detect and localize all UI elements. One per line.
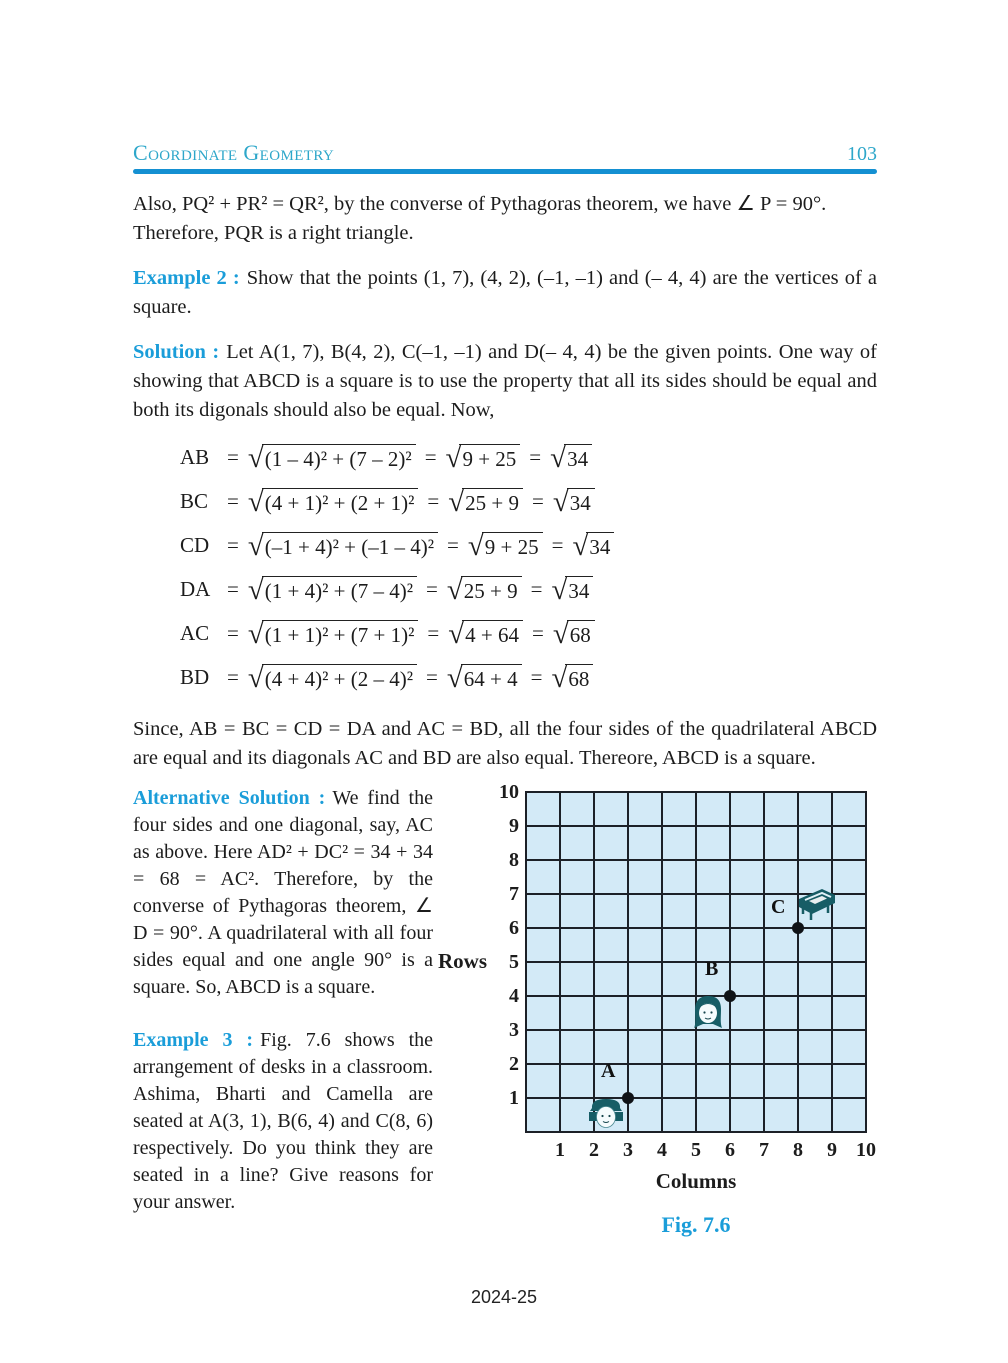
point-b-label: B — [705, 958, 719, 980]
radical — [248, 531, 438, 560]
radical-expression: (1 + 1)² + (7 + 1)² — [262, 620, 419, 647]
radical — [551, 575, 593, 604]
column-label: 6 — [725, 1139, 735, 1161]
radical-sum: 25 + 9 — [461, 576, 522, 603]
radical — [248, 619, 419, 648]
column-label: 9 — [827, 1139, 837, 1161]
equals-sign: = — [227, 444, 239, 469]
equation-row-bc — [180, 479, 877, 523]
alternative-solution-text: We find the four sides and one diagonal, say, AC as above. Here AD² + DC² = 34 + 34 = 68 = AC². Therefore, by the converse of Pythagoras theorem, ∠ D = 90°. A quadrilateral with all four sides equal and one angle 90° is a square. So, ABCD is a square. — [133, 787, 433, 998]
equation-label: BD — [180, 664, 210, 689]
solution-paragraph — [133, 338, 877, 425]
radical-expression: (1 – 4)² + (7 – 2)² — [262, 444, 416, 471]
alternative-solution-label: Alternative Solution : — [133, 787, 326, 809]
radical-sign: √ — [552, 485, 569, 518]
student-c-desk-image — [797, 887, 837, 928]
equals-sign: = — [531, 488, 544, 513]
column-axis-ticks — [525, 1139, 876, 1163]
equation-row-bd — [180, 655, 877, 699]
column-label: 4 — [657, 1139, 667, 1161]
radical-result: 34 — [567, 488, 595, 515]
row-label: 8 — [509, 849, 519, 871]
two-column-section — [133, 781, 877, 1238]
column-label: 2 — [589, 1139, 599, 1161]
column-label: 5 — [691, 1139, 701, 1161]
row-label: 3 — [509, 1019, 519, 1041]
example2-label: Example 2 : — [133, 267, 240, 289]
equals-sign: = — [227, 620, 239, 645]
example3-label: Example 3 : — [133, 1029, 254, 1051]
radical — [550, 443, 592, 472]
equation-row-da — [180, 567, 877, 611]
radical — [248, 443, 416, 472]
radical — [446, 443, 521, 472]
column-label: 10 — [856, 1139, 876, 1161]
example2-paragraph — [133, 264, 877, 322]
radical — [553, 487, 595, 516]
radical-expression: (1 + 4)² + (7 – 4)² — [262, 576, 417, 603]
radical-sign: √ — [247, 617, 264, 650]
radical-sign: √ — [247, 441, 264, 474]
radical-sign: √ — [247, 485, 264, 518]
figure-caption: Fig. 7.6 — [661, 1212, 731, 1237]
pythagoras-line-1: Also, PQ² + PR² = QR², by the converse of Pythagoras theorem, we have ∠ P = 90°. — [133, 193, 827, 215]
column-label: 3 — [623, 1139, 633, 1161]
equals-sign: = — [424, 444, 437, 469]
radical-sign: √ — [448, 617, 465, 650]
radical-expression: (4 + 1)² + (2 + 1)² — [262, 488, 419, 515]
radical-result: 34 — [564, 444, 592, 471]
equation-row-ac — [180, 611, 877, 655]
equations-block — [180, 435, 877, 699]
alternative-solution-paragraph — [133, 785, 433, 1001]
column-label: 8 — [793, 1139, 803, 1161]
point-a-label: A — [601, 1060, 616, 1082]
radical-sum: 4 + 64 — [462, 620, 523, 647]
radical-sign: √ — [247, 529, 264, 562]
radical — [551, 663, 593, 692]
equals-sign: = — [427, 620, 440, 645]
pythagoras-paragraph — [133, 190, 877, 248]
equals-sign: = — [227, 576, 239, 601]
radical-sign: √ — [551, 661, 568, 694]
equation-label: CD — [180, 532, 210, 557]
radical-sign: √ — [467, 529, 484, 562]
row-label: 6 — [509, 917, 519, 939]
row-label: 2 — [509, 1053, 519, 1075]
radical — [468, 531, 543, 560]
radical-sign: √ — [446, 661, 463, 694]
radical — [572, 531, 614, 560]
radical-expression: (–1 + 4)² + (–1 – 4)² — [262, 532, 438, 559]
pythagoras-line-2: Therefore, PQR is a right triangle. — [133, 222, 414, 244]
figure-plot-row — [438, 781, 867, 1133]
student-a-image — [587, 1096, 625, 1135]
classroom-grid — [525, 791, 867, 1133]
radical — [553, 619, 595, 648]
student-b-image — [691, 995, 725, 1034]
row-label: 1 — [509, 1087, 519, 1109]
example3-paragraph — [133, 1027, 433, 1216]
equals-sign: = — [426, 664, 438, 689]
equals-sign: = — [227, 488, 239, 513]
page-number: 103 — [847, 143, 877, 165]
radical-result: 68 — [565, 664, 593, 691]
radical-sign: √ — [572, 529, 589, 562]
radical-result: 34 — [565, 576, 593, 603]
chapter-title: Coordinate Geometry — [133, 140, 335, 165]
point-c-label: C — [771, 896, 786, 918]
radical-sign: √ — [446, 573, 463, 606]
radical-sign: √ — [448, 485, 465, 518]
radical — [248, 575, 417, 604]
equals-sign: = — [551, 532, 564, 557]
radical — [248, 663, 417, 692]
equation-label: BC — [180, 488, 209, 513]
equation-label: DA — [180, 576, 211, 601]
equation-row-ab — [180, 435, 877, 479]
conclusion-paragraph: Since, AB = BC = CD = DA and AC = BD, all the four sides of the quadrilateral ABCD are equal and its diagonals AC and BD are also equal. Thereore, ABCD is a square. — [133, 718, 877, 769]
radical-sign: √ — [552, 617, 569, 650]
equals-sign: = — [529, 444, 542, 469]
radical — [248, 487, 419, 516]
radical-result: 68 — [567, 620, 595, 647]
row-label: 10 — [499, 781, 519, 803]
radical-sign: √ — [445, 441, 462, 474]
radical-sign: √ — [550, 441, 567, 474]
radical-sign: √ — [551, 573, 568, 606]
solution-label: Solution : — [133, 341, 220, 363]
radical — [448, 619, 523, 648]
column-label: 1 — [555, 1139, 565, 1161]
radical-sum: 25 + 9 — [462, 488, 523, 515]
radical-sum: 9 + 25 — [459, 444, 520, 471]
radical-result: 34 — [586, 532, 614, 559]
example2-text: Show that the points (1, 7), (4, 2), (–1, –1) and (– 4, 4) are the vertices of a square. — [133, 267, 877, 318]
radical — [447, 663, 522, 692]
rows-axis-label: Rows — [438, 949, 488, 973]
row-label: 4 — [509, 985, 519, 1007]
row-axis-ticks — [493, 781, 525, 1133]
equals-sign: = — [227, 532, 239, 557]
equation-row-cd — [180, 523, 877, 567]
equation-label: AB — [180, 444, 210, 469]
equals-sign: = — [227, 664, 239, 689]
running-head — [133, 140, 877, 166]
radical-sum: 64 + 4 — [461, 664, 522, 691]
row-label: 7 — [509, 883, 519, 905]
row-label: 5 — [509, 951, 519, 973]
point-b-dot — [724, 990, 736, 1002]
page-content — [133, 140, 877, 1238]
equals-sign: = — [426, 576, 438, 601]
radical-expression: (4 + 4)² + (2 – 4)² — [262, 664, 417, 691]
left-column — [133, 785, 433, 1238]
session-footer: 2024-25 — [470, 1287, 538, 1307]
equation-label: AC — [180, 620, 210, 645]
radical-sign: √ — [247, 661, 264, 694]
header-rule — [133, 169, 877, 174]
figure-7-6 — [438, 781, 876, 1238]
equals-sign: = — [530, 576, 543, 601]
radical — [447, 575, 522, 604]
equals-sign: = — [530, 664, 543, 689]
solution-text: Let A(1, 7), B(4, 2), C(–1, –1) and D(– 4, 4) be the given points. One way of showing that ABCD is a square is to use the property that all its sides should be equal and both its digonals should also be equal. Now, — [133, 341, 877, 421]
equals-sign: = — [427, 488, 440, 513]
row-label: 9 — [509, 815, 519, 837]
equals-sign: = — [447, 532, 459, 557]
radical-sign: √ — [247, 573, 264, 606]
column-label: 7 — [759, 1139, 769, 1161]
example3-text: Fig. 7.6 shows the arrangement of desks in a classroom. Ashima, Bharti and Camella are seated at A(3, 1), B(6, 4) and C(8, 6) respectively. Do you think they are seated in a line? Give reasons for your answer. — [133, 1029, 434, 1213]
columns-axis-label: Columns — [655, 1169, 737, 1193]
equals-sign: = — [531, 620, 544, 645]
radical-sum: 9 + 25 — [482, 532, 543, 559]
radical — [448, 487, 523, 516]
